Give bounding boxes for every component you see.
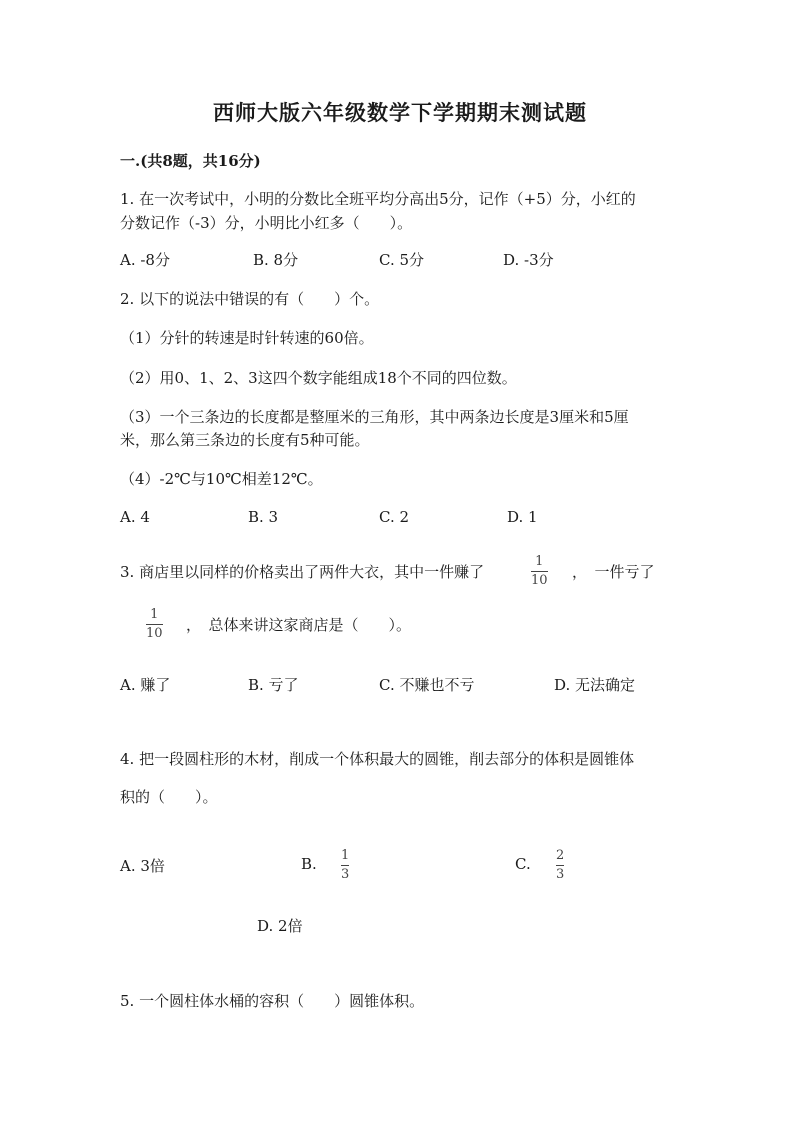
q4-option-d: D. 2倍: [257, 917, 303, 935]
q3-fraction-1-numerator: 1: [535, 554, 544, 569]
q4-option-b-label: B.: [301, 855, 317, 873]
q1-option-c: C. 5分: [379, 251, 425, 269]
q4-option-c-fraction: [556, 849, 564, 882]
q4-line1: 4. 把一段圆柱形的木材，削成一个体积最大的圆锥，削去部分的体积是圆锥体: [120, 750, 635, 768]
q3-option-a: A. 赚了: [120, 676, 171, 694]
q3-fraction-1-denominator: 10: [531, 573, 548, 588]
q3-option-d: D. 无法确定: [554, 676, 636, 694]
page-title: 西师大版六年级数学下学期期末测试题: [213, 100, 587, 125]
q2-option-a: A. 4: [120, 508, 150, 526]
q3-fraction-2-numerator: 1: [150, 607, 159, 622]
fraction-bar: [341, 865, 349, 866]
q2-option-b: B. 3: [248, 508, 279, 526]
q3-option-c: C. 不赚也不亏: [379, 676, 475, 694]
q3-fraction-2: [146, 608, 163, 641]
q3-fraction-1: [531, 555, 548, 588]
q4-option-b-numerator: 1: [341, 848, 350, 863]
fraction-bar: [146, 624, 163, 625]
q3-part2: ， 一件亏了: [572, 563, 655, 581]
fraction-bar: [531, 571, 548, 572]
q4-line2: 积的（ ）。: [120, 788, 218, 806]
q5-line1: 5. 一个圆柱体水桶的容积（ ）圆锥体积。: [120, 992, 425, 1010]
q1-option-b: B. 8分: [253, 251, 299, 269]
q2-statement-3a: （3）一个三条边的长度都是整厘米的三角形，其中两条边长度是3厘米和5厘: [120, 408, 629, 426]
q2-statement-1: （1）分针的转速是时针转速的60倍。: [120, 329, 374, 347]
q4-option-c-denominator: 3: [556, 867, 565, 882]
q4-option-c-label: C.: [515, 855, 531, 873]
q3-fraction-2-denominator: 10: [146, 626, 163, 641]
q2-option-c: C. 2: [379, 508, 410, 526]
q4-option-c-numerator: 2: [556, 848, 565, 863]
q2-statement-2: （2）用0、1、2、3这四个数字能组成18个不同的四位数。: [120, 369, 517, 387]
q4-option-b-denominator: 3: [341, 867, 350, 882]
q1-line1: 1. 在一次考试中，小明的分数比全班平均分高出5分，记作（+5）分，小红的: [120, 190, 636, 208]
section-heading: 一.(共8题，共16分): [120, 152, 261, 170]
q3-part1: 3. 商店里以同样的价格卖出了两件大衣，其中一件赚了: [120, 563, 485, 581]
q2-statement-4: （4）-2℃与10℃相差12℃。: [120, 470, 323, 488]
q3-part3: ， 总体来讲这家商店是（ ）。: [186, 616, 412, 634]
q2-option-d: D. 1: [507, 508, 538, 526]
q1-line2: 分数记作（-3）分，小明比小红多（ ）。: [120, 214, 413, 232]
q4-option-b-fraction: [341, 849, 349, 882]
q2-line1: 2. 以下的说法中错误的有（ ）个。: [120, 290, 380, 308]
q1-option-a: A. -8分: [120, 251, 170, 269]
q1-option-d: D. -3分: [503, 251, 554, 269]
fraction-bar: [556, 865, 564, 866]
q2-statement-3b: 米，那么第三条边的长度有5种可能。: [120, 431, 370, 449]
q4-option-a: A. 3倍: [120, 857, 165, 875]
q3-option-b: B. 亏了: [248, 676, 299, 694]
